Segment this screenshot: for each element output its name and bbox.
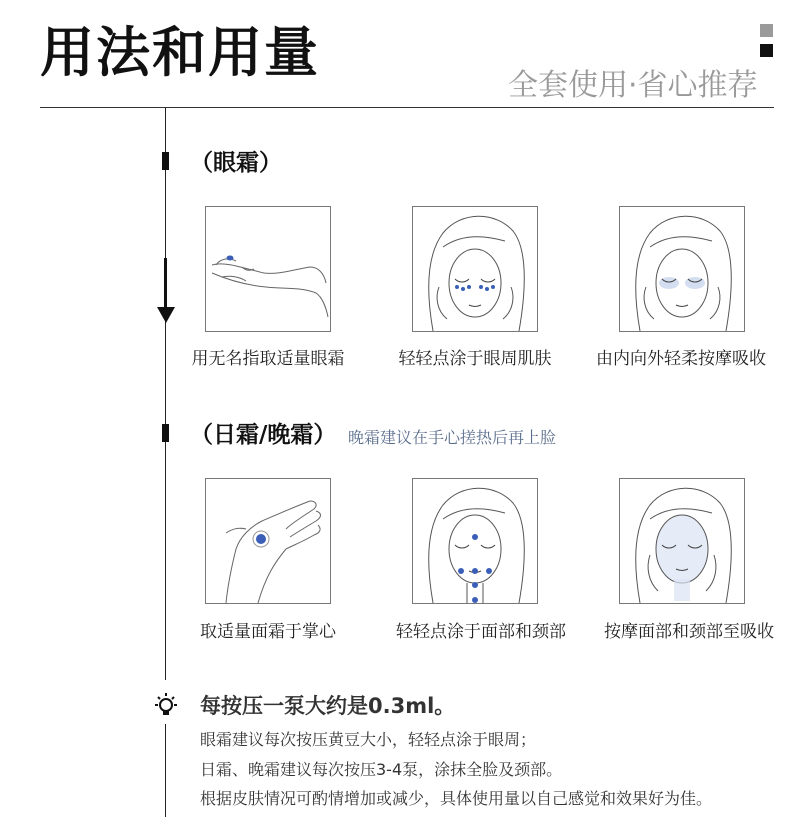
section-marker-face xyxy=(162,424,169,442)
tip-line-1: 眼霜建议每次按压黄豆大小，轻轻点涂于眼周； xyxy=(200,730,537,749)
timeline-arrow xyxy=(164,258,167,310)
timeline-line-bottom xyxy=(165,724,166,817)
section-note: 晚霜建议在手心搓热后再上脸 xyxy=(348,428,557,447)
lightbulb-icon xyxy=(152,692,180,720)
face-eye-massage-icon xyxy=(620,207,744,331)
section-title-face-cream: （日霜/晚霜） xyxy=(190,422,337,448)
arrow-down-icon xyxy=(157,307,175,323)
palm-cream-icon xyxy=(206,479,330,603)
step-image-3 xyxy=(619,206,745,332)
step-caption-2: 轻轻点涂于眼周肌肤 xyxy=(398,349,552,369)
face-dots-icon xyxy=(413,479,537,603)
step-image-4 xyxy=(205,478,331,604)
step-caption-5: 轻轻点涂于面部和颈部 xyxy=(396,622,566,642)
decor-square-black xyxy=(760,44,773,57)
page-subtitle: 全套使用·省心推荐 xyxy=(508,68,758,103)
hand-finger-cream-icon xyxy=(206,207,330,331)
step-image-2 xyxy=(412,206,538,332)
section-title-eye-cream: （眼霜） xyxy=(190,150,282,176)
step-caption-6: 按摩面部和颈部至吸收 xyxy=(604,622,774,642)
decor-square-gray xyxy=(760,24,773,37)
tip-title: 每按压一泵大约是0.3ml。 xyxy=(200,694,456,718)
header-divider xyxy=(40,107,774,108)
face-eye-dots-icon xyxy=(413,207,537,331)
step-image-1 xyxy=(205,206,331,332)
page-title: 用法和用量 xyxy=(40,21,320,84)
face-massage-icon xyxy=(620,479,744,603)
section-marker-eye xyxy=(162,152,169,170)
step-caption-4: 取适量面霜于掌心 xyxy=(200,622,336,642)
timeline-line xyxy=(165,108,166,680)
tip-line-3: 根据皮肤情况可酌情增加或减少，具体使用量以自己感觉和效果好为佳。 xyxy=(200,789,713,808)
step-image-5 xyxy=(412,478,538,604)
tip-line-2: 日霜、晚霜建议每次按压3-4泵，涂抹全脸及颈部。 xyxy=(200,760,563,779)
step-caption-3: 由内向外轻柔按摩吸收 xyxy=(596,349,766,369)
step-caption-1: 用无名指取适量眼霜 xyxy=(191,349,345,369)
step-image-6 xyxy=(619,478,745,604)
